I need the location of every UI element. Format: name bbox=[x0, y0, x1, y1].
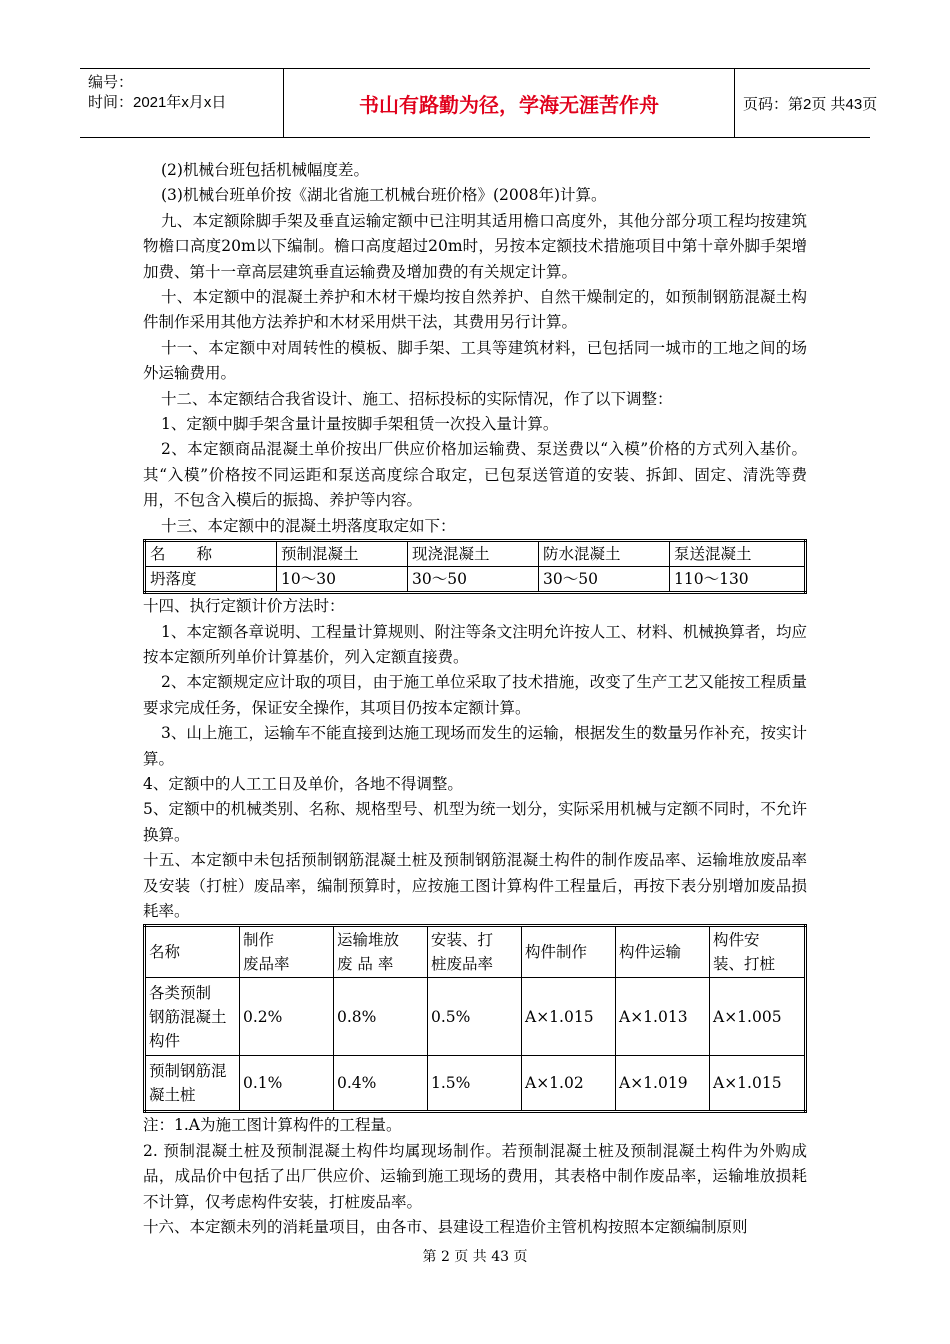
table-cell: 泵送混凝土 bbox=[670, 541, 806, 567]
table-cell: 0.2% bbox=[240, 978, 334, 1056]
table-cell: 构件安 装、打桩 bbox=[710, 926, 806, 978]
paragraph: 九、本定额除脚手架及垂直运输定额中已注明其适用檐口高度外，其他分部分项工程均按建筑物檐口高度20m以下编制。檐口高度超过20m时，另按本定额技术措施项目中第十章外脚手架增加费、第十一章高层建筑垂直运输费及增加费的有关规定计算。 bbox=[143, 211, 807, 281]
table-cell: 0.1% bbox=[240, 1056, 334, 1112]
table-cell: 0.4% bbox=[334, 1056, 428, 1112]
table-header-row bbox=[145, 926, 806, 978]
table-cell: 构件运输 bbox=[616, 926, 710, 978]
paragraph: 2、本定额规定应计取的项目，由于施工单位采取了技术措施，改变了生产工艺又能按工程质量要求完成任务，保证安全操作，其项目仍按本定额计算。 bbox=[143, 673, 807, 717]
table-cell: 1.5% bbox=[428, 1056, 522, 1112]
table-cell: 制作 废品率 bbox=[240, 926, 334, 978]
note-paragraph: 2. 预制混凝土桩及预制混凝土构件均属现场制作。若预制混凝土桩及预制混凝土构件为外购成品，成品价中包括了出厂供应价、运输到施工现场的费用，其表格中制作废品率，运输堆放损耗不计算，仅考虑构件安装，打桩废品率。 bbox=[143, 1141, 807, 1211]
paragraph: 2、本定额商品混凝土单价按出厂供应价格加运输费、泵送费以“入模”价格的方式列入基价。其“入模”价格按不同运距和泵送高度综合取定，已包泵送管道的安装、拆卸、固定、清洗等费用，不包含入模后的振捣、养护等内容。 bbox=[143, 440, 807, 510]
table-cell: 30～50 bbox=[539, 567, 670, 593]
table-cell: 110～130 bbox=[670, 567, 806, 593]
table-cell: 构件制作 bbox=[522, 926, 616, 978]
paragraph: 十六、本定额未列的消耗量项目，由各市、县建设工程造价主管机构按照本定额编制原则 bbox=[143, 1218, 748, 1236]
paragraph: 十三、本定额中的混凝土坍落度取定如下： bbox=[161, 516, 456, 535]
page-footer: 第 2 页 共 43 页 bbox=[422, 1249, 528, 1265]
header-motto: 书山有路勤为径，学海无涯苦作舟 bbox=[283, 69, 735, 137]
table-cell: 坍落度 bbox=[145, 567, 277, 593]
paragraph: 十、本定额中的混凝土养护和木材干燥均按自然养护、自然干燥制定的，如预制钢筋混凝土构件制作采用其他方法养护和木材采用烘干法，其费用另行计算。 bbox=[143, 288, 807, 332]
table-cell: 名称 bbox=[145, 926, 240, 978]
loss-rate-table bbox=[143, 924, 807, 1113]
table-cell: A×1.02 bbox=[522, 1056, 616, 1112]
table-cell: 各类预制 钢筋混凝土 构件 bbox=[145, 978, 240, 1056]
paragraph: 5、定额中的机械类别、名称、规格型号、机型为统一划分，实际采用机械与定额不同时，不允许换算。 bbox=[143, 800, 807, 844]
slump-table bbox=[143, 539, 807, 594]
table-cell: A×1.015 bbox=[710, 1056, 806, 1112]
page-header bbox=[80, 68, 878, 138]
table-cell: 防水混凝土 bbox=[539, 541, 670, 567]
table-cell: A×1.005 bbox=[710, 978, 806, 1056]
document-time-label: 时间：2021年x月x日 bbox=[88, 94, 227, 111]
document-number-label: 编号： bbox=[88, 74, 134, 91]
header-meta bbox=[80, 69, 283, 137]
table-cell: 10～30 bbox=[277, 567, 408, 593]
document-body bbox=[143, 158, 807, 1240]
note-paragraph: 注：1.A为施工图计算构件的工程量。 bbox=[143, 1116, 402, 1135]
paragraph: (2)机械台班包括机械幅度差。 bbox=[161, 161, 369, 179]
paragraph: 1、本定额各章说明、工程量计算规则、附注等条文注明允许按人工、材料、机械换算者，均应按本定额所列单价计算基价，列入定额直接费。 bbox=[143, 622, 807, 666]
table-cell: 运输堆放 废 品 率 bbox=[334, 926, 428, 978]
table-cell: A×1.019 bbox=[616, 1056, 710, 1112]
table-row bbox=[145, 567, 806, 593]
table-row bbox=[145, 1056, 806, 1112]
paragraph: 十二、本定额结合我省设计、施工、招标投标的实际情况，作了以下调整： bbox=[161, 389, 673, 408]
table-cell: 预制钢筋混 凝土桩 bbox=[145, 1056, 240, 1112]
paragraph: 3、山上施工，运输车不能直接到达施工现场而发生的运输，根据发生的数量另作补充，按实计算。 bbox=[143, 724, 807, 768]
table-header-row bbox=[145, 541, 806, 567]
paragraph: 十一、本定额中对周转性的模板、脚手架、工具等建筑材料，已包括同一城市的工地之间的场外运输费用。 bbox=[143, 338, 807, 383]
table-cell: 0.5% bbox=[428, 978, 522, 1056]
paragraph: 十五、本定额中未包括预制钢筋混凝土桩及预制钢筋混凝土构件的制作废品率、运输堆放废品率及安装（打桩）废品率，编制预算时，应按施工图计算构件工程量后，再按下表分别增加废品损耗率。 bbox=[143, 851, 807, 920]
paragraph: 4、定额中的人工工日及单价，各地不得调整。 bbox=[143, 774, 463, 793]
table-cell: 安装、打 桩废品率 bbox=[428, 926, 522, 978]
table-cell: A×1.013 bbox=[616, 978, 710, 1056]
paragraph: (3)机械台班单价按《湖北省施工机械台班价格》(2008年)计算。 bbox=[161, 186, 607, 205]
paragraph: 1、定额中脚手架含量计量按脚手架租赁一次投入量计算。 bbox=[161, 415, 559, 434]
paragraph: 十四、执行定额计价方法时： bbox=[143, 597, 345, 616]
table-cell: 名 称 bbox=[145, 541, 277, 567]
table-cell: 现浇混凝土 bbox=[408, 541, 539, 567]
table-cell: 30～50 bbox=[408, 567, 539, 593]
table-cell: 0.8% bbox=[334, 978, 428, 1056]
table-cell: A×1.015 bbox=[522, 978, 616, 1056]
table-row bbox=[145, 978, 806, 1056]
table-cell: 预制混凝土 bbox=[277, 541, 408, 567]
header-page-label: 页码：第2页 共43页 bbox=[743, 95, 878, 113]
